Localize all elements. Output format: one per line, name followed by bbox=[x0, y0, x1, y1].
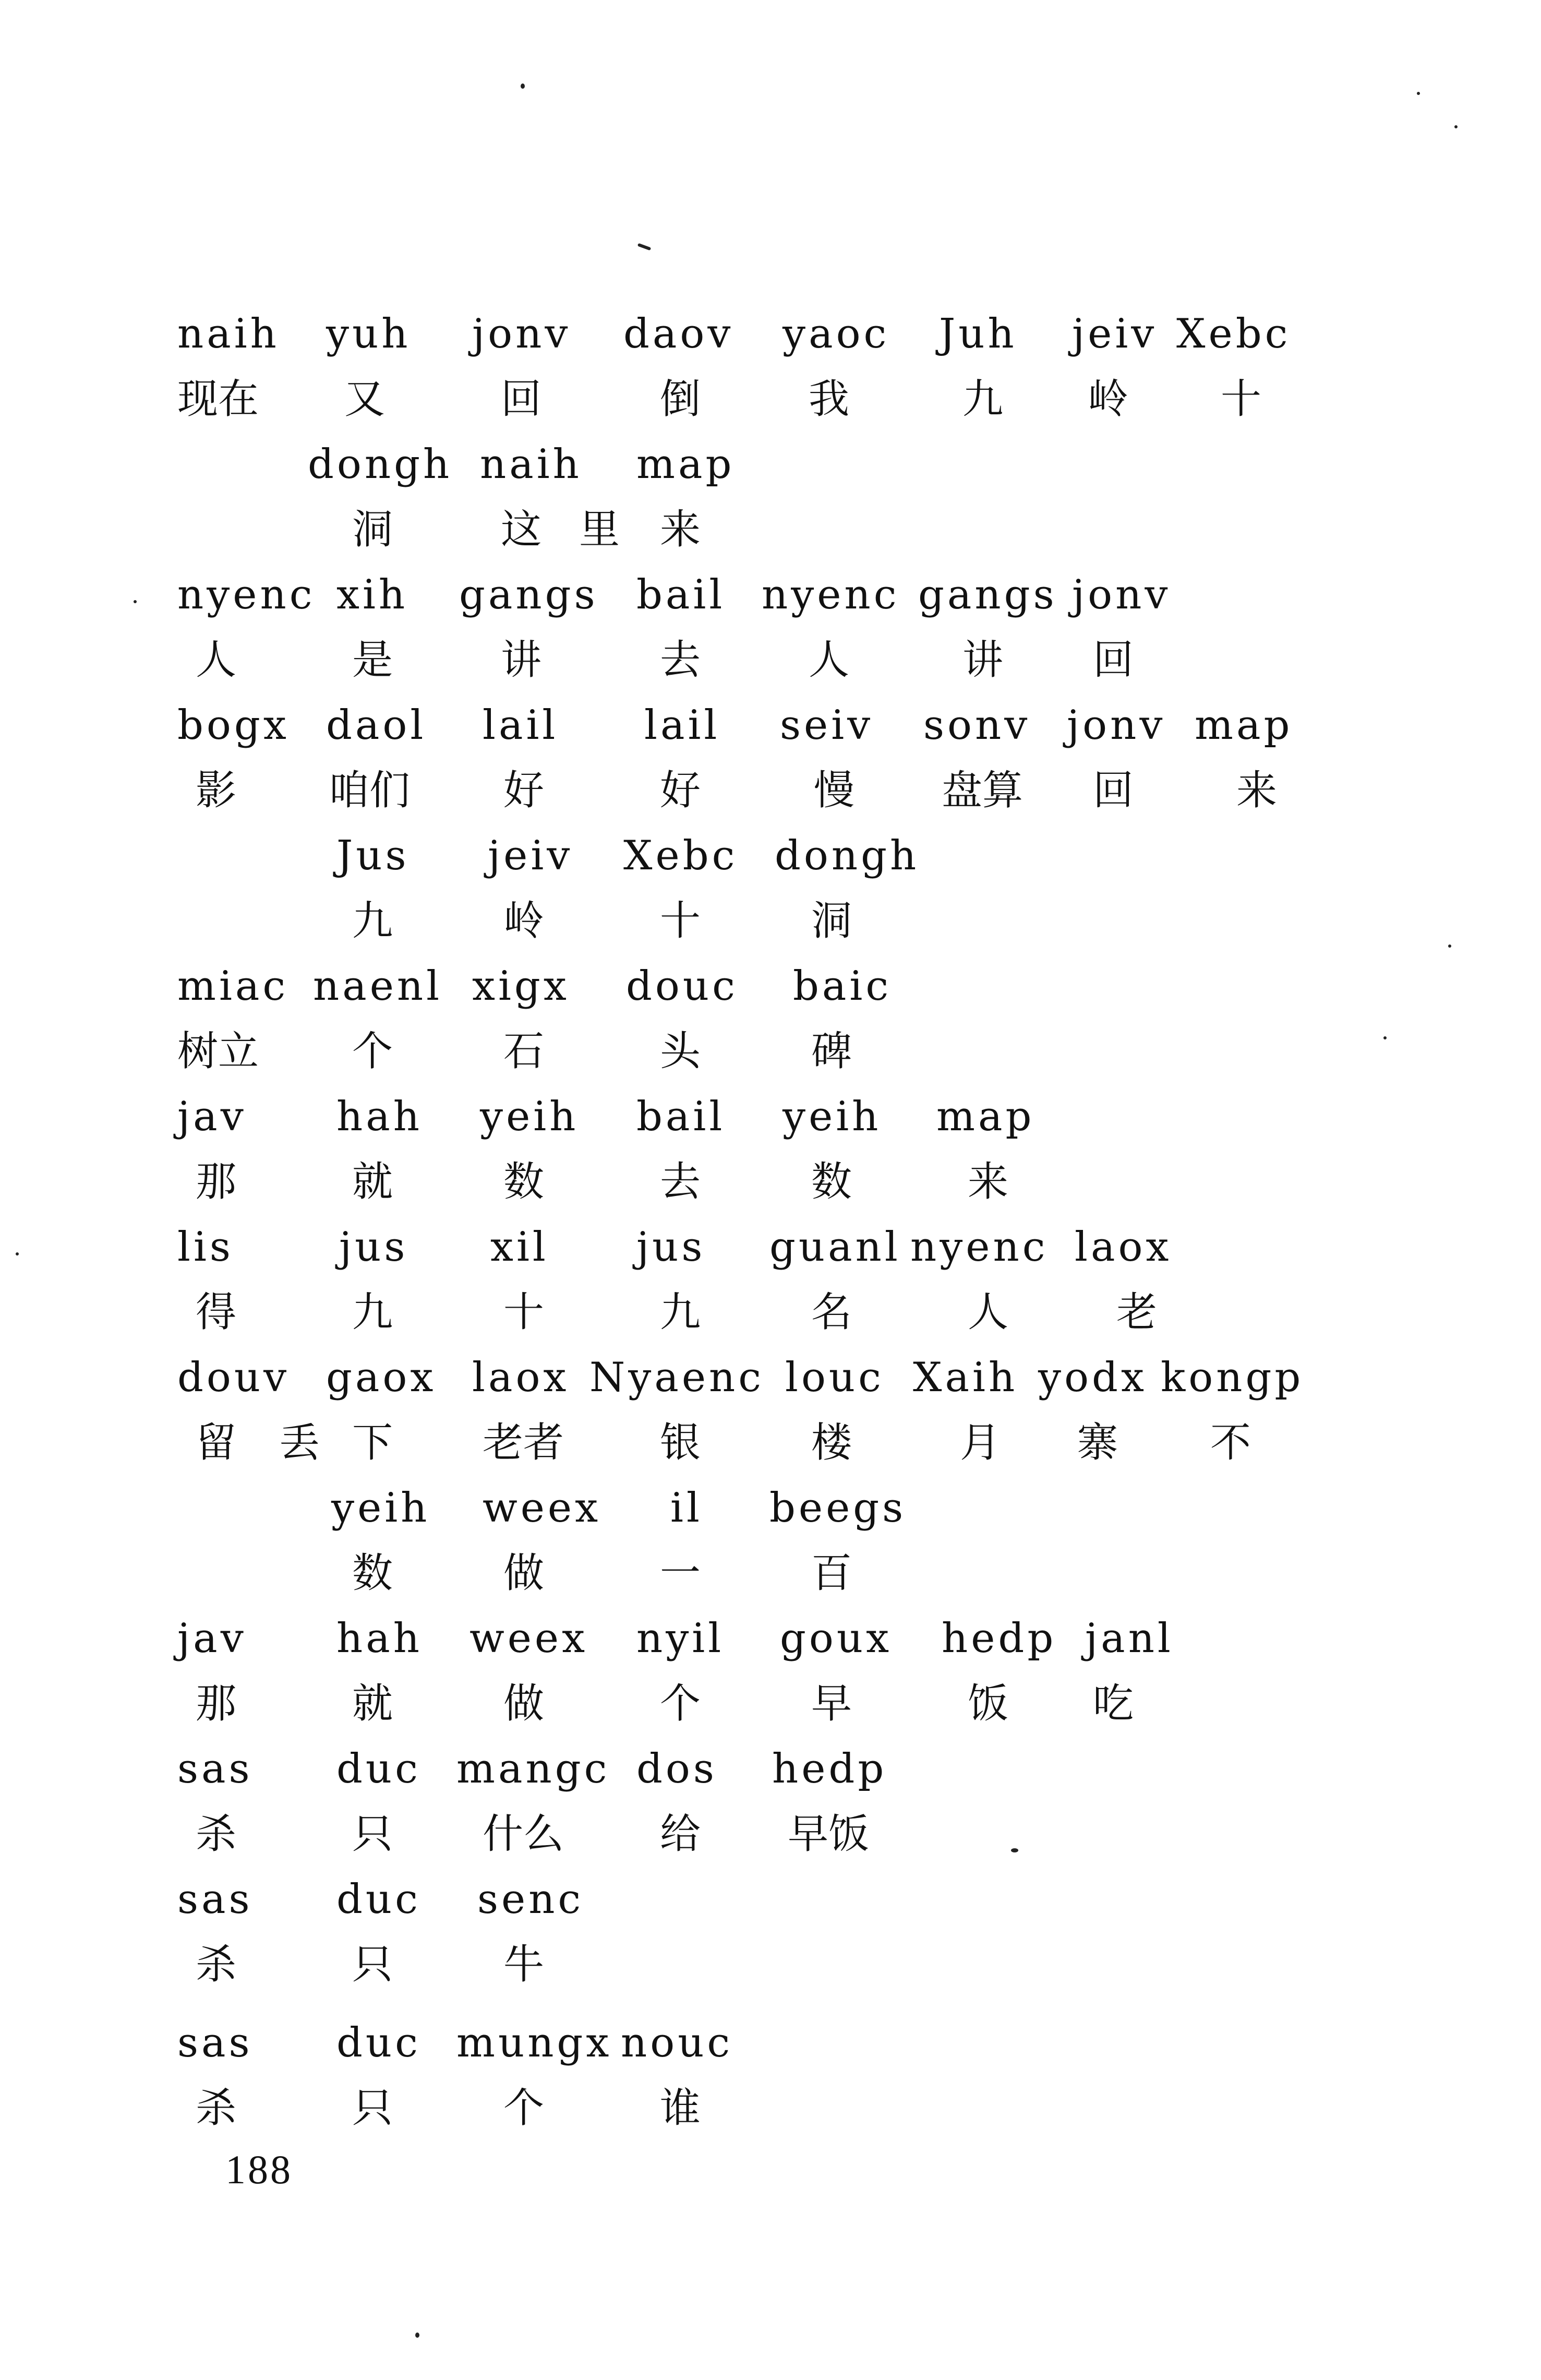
gloss-word: 岭 bbox=[1088, 376, 1129, 423]
romanized-word: naih bbox=[177, 310, 280, 357]
gloss-word: 慢 bbox=[814, 767, 855, 814]
romanized-word: Xaih bbox=[913, 1354, 1018, 1401]
gloss-word: 好 bbox=[660, 767, 701, 814]
romanized-word: janl bbox=[1085, 1615, 1174, 1662]
gloss-word: 一 bbox=[660, 1550, 701, 1597]
gloss-word: 讲 bbox=[501, 637, 542, 684]
gloss-word: 头 bbox=[660, 1028, 701, 1075]
gloss-word: 个 bbox=[660, 1680, 701, 1727]
romanized-word: Juh bbox=[939, 310, 1017, 357]
romanized-word: hah bbox=[336, 1093, 423, 1140]
gloss-word: 百 bbox=[811, 1550, 852, 1597]
romanized-word: nyenc bbox=[910, 1224, 1049, 1271]
gloss-word: 石 bbox=[503, 1028, 545, 1075]
romanized-word: dos bbox=[636, 1745, 717, 1792]
romanized-word: Xebc bbox=[623, 832, 738, 879]
romanized-word: gangs bbox=[918, 571, 1057, 618]
hanzi-gloss-line bbox=[0, 2077, 1541, 2139]
romanized-line bbox=[0, 955, 1541, 1018]
romanized-word: weex bbox=[469, 1615, 588, 1662]
romanized-word: hah bbox=[336, 1615, 423, 1662]
hanzi-gloss-line bbox=[0, 498, 1541, 561]
gloss-word: 就 bbox=[352, 1680, 393, 1727]
hanzi-gloss-line bbox=[0, 1151, 1541, 1213]
romanized-line bbox=[0, 303, 1541, 365]
romanized-word: jonv bbox=[1072, 571, 1171, 618]
gloss-word: 杀 bbox=[196, 2085, 237, 2132]
gloss-word: 回 bbox=[501, 376, 542, 423]
scan-speck bbox=[16, 1252, 19, 1255]
romanized-line bbox=[0, 694, 1541, 757]
romanized-word: jeiv bbox=[488, 832, 573, 879]
romanized-word: lis bbox=[177, 1224, 234, 1271]
romanized-word: Xebc bbox=[1176, 310, 1291, 357]
gloss-word: 数 bbox=[352, 1550, 393, 1597]
romanized-word: daol bbox=[326, 702, 427, 749]
romanized-word: jeiv bbox=[1072, 310, 1158, 357]
gloss-word: 什么 bbox=[483, 1811, 564, 1858]
gloss-word: 老 bbox=[1116, 1289, 1158, 1336]
romanized-line bbox=[0, 2012, 1541, 2074]
romanized-word: dongh bbox=[308, 441, 453, 488]
romanized-word: nyenc bbox=[762, 571, 900, 618]
gloss-word: 就 bbox=[352, 1158, 393, 1205]
gloss-word: 十 bbox=[503, 1289, 545, 1336]
gloss-word: 只 bbox=[352, 1941, 393, 1988]
gloss-word: 早饭 bbox=[788, 1811, 870, 1858]
hanzi-gloss-line bbox=[0, 1933, 1541, 1996]
hanzi-gloss-line bbox=[0, 368, 1541, 430]
gloss-word: 里 bbox=[579, 506, 620, 553]
romanized-line bbox=[0, 1868, 1541, 1931]
romanized-word: yaoc bbox=[782, 310, 890, 357]
romanized-word: nouc bbox=[621, 2019, 733, 2066]
romanized-line bbox=[0, 1216, 1541, 1278]
gloss-word: 名 bbox=[811, 1289, 852, 1336]
romanized-word: jus bbox=[339, 1224, 408, 1271]
romanized-line bbox=[0, 1085, 1541, 1148]
gloss-word: 那 bbox=[196, 1158, 237, 1205]
gloss-word: 来 bbox=[660, 506, 701, 553]
romanized-word: map bbox=[1195, 702, 1293, 749]
hanzi-gloss-line bbox=[0, 1542, 1541, 1605]
gloss-word: 银 bbox=[660, 1419, 701, 1466]
gloss-word: 给 bbox=[660, 1811, 701, 1858]
romanized-word: gaox bbox=[326, 1354, 437, 1401]
gloss-word: 早 bbox=[811, 1680, 852, 1727]
scan-speck bbox=[1417, 92, 1420, 95]
scan-speck bbox=[1011, 1848, 1018, 1852]
gloss-word: 留 bbox=[196, 1419, 237, 1466]
romanized-word: dongh bbox=[775, 832, 920, 879]
romanized-word: bail bbox=[636, 1093, 726, 1140]
romanized-word: duc bbox=[336, 1745, 421, 1792]
romanized-line bbox=[0, 564, 1541, 626]
romanized-word: laox bbox=[472, 1354, 570, 1401]
romanized-word: sas bbox=[177, 2019, 253, 2066]
hanzi-gloss-line bbox=[0, 1672, 1541, 1735]
gloss-word: 只 bbox=[352, 1811, 393, 1858]
gloss-word: 只 bbox=[352, 2085, 393, 2132]
gloss-word: 我 bbox=[809, 376, 850, 423]
hanzi-gloss-line bbox=[0, 890, 1541, 952]
hanzi-gloss-line bbox=[0, 1020, 1541, 1083]
romanized-word: yeih bbox=[480, 1093, 579, 1140]
romanized-word: nyil bbox=[636, 1615, 725, 1662]
gloss-word: 盘算 bbox=[942, 767, 1024, 814]
gloss-word: 咱们 bbox=[329, 767, 411, 814]
romanized-word: gangs bbox=[459, 571, 598, 618]
hanzi-gloss-line bbox=[0, 759, 1541, 822]
gloss-word: 下 bbox=[352, 1419, 393, 1466]
hanzi-gloss-line bbox=[0, 629, 1541, 691]
gloss-word: 讲 bbox=[962, 637, 1004, 684]
gloss-word: 倒 bbox=[660, 376, 701, 423]
gloss-word: 不 bbox=[1210, 1419, 1251, 1466]
romanized-word: senc bbox=[477, 1876, 584, 1923]
romanized-word: laox bbox=[1075, 1224, 1172, 1271]
romanized-word: bail bbox=[636, 571, 726, 618]
romanized-word: jonv bbox=[1067, 702, 1166, 749]
gloss-word: 数 bbox=[503, 1158, 545, 1205]
romanized-word: beegs bbox=[769, 1485, 907, 1532]
gloss-word: 寨 bbox=[1077, 1419, 1118, 1466]
romanized-word: guanl bbox=[769, 1224, 901, 1271]
scan-speck bbox=[637, 243, 651, 251]
gloss-word: 杀 bbox=[196, 1941, 237, 1988]
romanized-word: kongp bbox=[1161, 1354, 1304, 1401]
romanized-line bbox=[0, 433, 1541, 496]
gloss-word: 影 bbox=[196, 767, 237, 814]
romanized-word: xil bbox=[490, 1224, 549, 1271]
romanized-word: map bbox=[936, 1093, 1035, 1140]
gloss-word: 洞 bbox=[811, 898, 852, 944]
gloss-word: 个 bbox=[352, 1028, 393, 1075]
gloss-word: 老者 bbox=[483, 1419, 564, 1466]
romanized-word: xigx bbox=[472, 963, 570, 1010]
page-number: 188 bbox=[225, 2147, 293, 2192]
romanized-word: lail bbox=[483, 702, 559, 749]
gloss-word: 那 bbox=[196, 1680, 237, 1727]
gloss-word: 回 bbox=[1093, 637, 1134, 684]
gloss-word: 月 bbox=[960, 1419, 1001, 1466]
gloss-word: 现在 bbox=[177, 376, 259, 423]
gloss-word: 饭 bbox=[968, 1680, 1009, 1727]
gloss-word: 十 bbox=[1221, 376, 1262, 423]
gloss-word: 岭 bbox=[503, 898, 545, 944]
scan-speck bbox=[134, 600, 137, 603]
scan-speck bbox=[415, 2333, 419, 2338]
gloss-word: 树立 bbox=[177, 1028, 259, 1075]
romanized-word: lail bbox=[644, 702, 720, 749]
gloss-word: 是 bbox=[352, 637, 393, 684]
romanized-word: louc bbox=[785, 1354, 884, 1401]
romanized-word: seiv bbox=[780, 702, 874, 749]
gloss-word: 来 bbox=[1236, 767, 1278, 814]
romanized-word: yodx bbox=[1038, 1354, 1147, 1401]
gloss-word: 人 bbox=[196, 637, 237, 684]
romanized-word: douc bbox=[626, 963, 738, 1010]
romanized-word: xih bbox=[336, 571, 408, 618]
romanized-word: hedp bbox=[772, 1745, 887, 1792]
romanized-line bbox=[0, 1607, 1541, 1670]
gloss-word: 九 bbox=[352, 898, 393, 944]
gloss-word: 去 bbox=[660, 1158, 701, 1205]
romanized-word: jus bbox=[636, 1224, 706, 1271]
romanized-word: nyenc bbox=[177, 571, 316, 618]
romanized-word: il bbox=[670, 1485, 703, 1532]
gloss-word: 九 bbox=[660, 1289, 701, 1336]
romanized-word: naih bbox=[480, 441, 582, 488]
gloss-word: 楼 bbox=[811, 1419, 852, 1466]
gloss-word: 洞 bbox=[352, 506, 393, 553]
gloss-word: 谁 bbox=[660, 2085, 701, 2132]
hanzi-gloss-line bbox=[0, 1412, 1541, 1474]
gloss-word: 九 bbox=[962, 376, 1004, 423]
romanized-line bbox=[0, 1477, 1541, 1539]
romanized-word: bogx bbox=[177, 702, 290, 749]
gloss-word: 人 bbox=[809, 637, 850, 684]
gloss-word: 好 bbox=[503, 767, 545, 814]
romanized-word: naenl bbox=[313, 963, 443, 1010]
romanized-line bbox=[0, 1738, 1541, 1800]
gloss-word: 个 bbox=[503, 2085, 545, 2132]
romanized-word: map bbox=[636, 441, 735, 488]
romanized-word: sas bbox=[177, 1876, 253, 1923]
romanized-word: duc bbox=[336, 2019, 421, 2066]
hanzi-gloss-line bbox=[0, 1803, 1541, 1865]
romanized-word: daov bbox=[623, 310, 734, 357]
romanized-word: miac bbox=[177, 963, 289, 1010]
romanized-word: jav bbox=[177, 1093, 247, 1140]
romanized-word: yuh bbox=[326, 310, 411, 357]
scan-speck bbox=[1454, 125, 1458, 128]
romanized-word: yeih bbox=[782, 1093, 882, 1140]
romanized-word: hedp bbox=[942, 1615, 1057, 1662]
gloss-word: 去 bbox=[660, 637, 701, 684]
romanized-word: sas bbox=[177, 1745, 253, 1792]
gloss-word: 碑 bbox=[811, 1028, 852, 1075]
romanized-word: Nyaenc bbox=[589, 1354, 764, 1401]
gloss-word: 得 bbox=[196, 1289, 237, 1336]
romanized-word: mangc bbox=[456, 1745, 610, 1792]
gloss-word: 做 bbox=[503, 1680, 545, 1727]
gloss-word: 九 bbox=[352, 1289, 393, 1336]
scan-speck bbox=[1448, 944, 1451, 948]
scan-speck bbox=[521, 83, 525, 89]
romanized-word: mungx bbox=[456, 2019, 612, 2066]
gloss-word: 十 bbox=[660, 898, 701, 944]
romanized-word: Jus bbox=[336, 832, 410, 879]
romanized-word: douv bbox=[177, 1354, 290, 1401]
gloss-word: 这 bbox=[501, 506, 542, 553]
gloss-word: 人 bbox=[968, 1289, 1009, 1336]
romanized-word: baic bbox=[793, 963, 892, 1010]
gloss-word: 丢 bbox=[279, 1419, 320, 1466]
romanized-word: weex bbox=[483, 1485, 601, 1532]
gloss-word: 杀 bbox=[196, 1811, 237, 1858]
gloss-word: 数 bbox=[811, 1158, 852, 1205]
romanized-word: jonv bbox=[472, 310, 571, 357]
gloss-word: 回 bbox=[1093, 767, 1134, 814]
romanized-line bbox=[0, 1346, 1541, 1409]
romanized-word: goux bbox=[780, 1615, 893, 1662]
gloss-word: 做 bbox=[503, 1550, 545, 1597]
romanized-word: duc bbox=[336, 1876, 421, 1923]
gloss-word: 来 bbox=[968, 1158, 1009, 1205]
romanized-word: sonv bbox=[923, 702, 1031, 749]
romanized-word: yeih bbox=[331, 1485, 430, 1532]
hanzi-gloss-line bbox=[0, 1281, 1541, 1344]
gloss-word: 吃 bbox=[1093, 1680, 1134, 1727]
gloss-word: 又 bbox=[344, 376, 386, 423]
romanized-word: jav bbox=[177, 1615, 247, 1662]
gloss-word: 牛 bbox=[503, 1941, 545, 1988]
romanized-line bbox=[0, 824, 1541, 887]
scan-speck bbox=[1383, 1036, 1387, 1039]
